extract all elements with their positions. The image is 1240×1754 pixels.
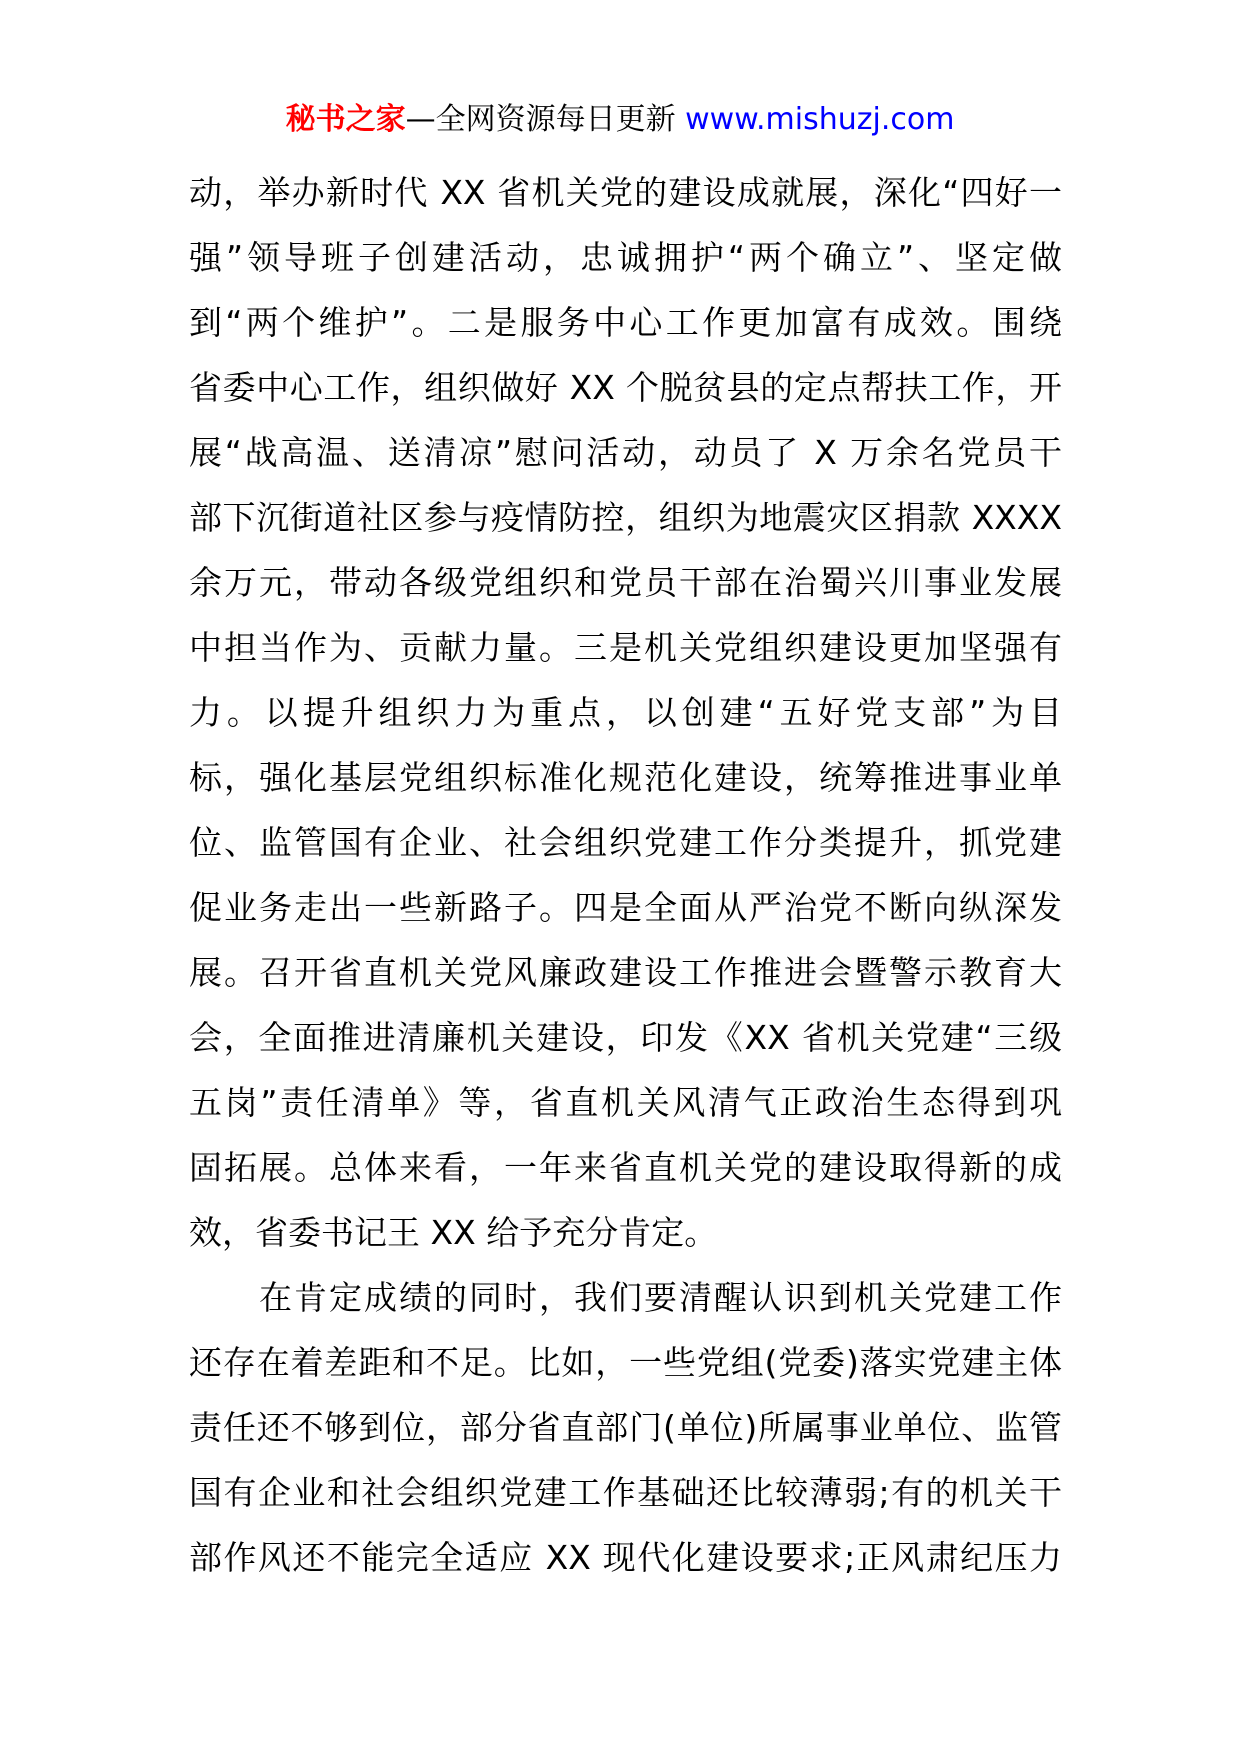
site-url[interactable]: www.mishuzj.com — [685, 102, 955, 137]
text-line: 展。召开省直机关党风廉政建设工作推进会暨警示教育大 — [189, 953, 1062, 992]
text-line: 动，举办新时代 XX 省机关党的建设成就展，深化“四好一 — [189, 173, 1062, 212]
text-line: 省委中心工作，组织做好 XX 个脱贫县的定点帮扶工作，开 — [189, 368, 1062, 407]
text-line: 位、监管国有企业、社会组织党建工作分类提升，抓党建 — [189, 823, 1062, 862]
header-tagline: —全网资源每日更新 — [405, 102, 676, 137]
text-line: 余万元，带动各级党组织和党员干部在治蜀兴川事业发展 — [189, 563, 1062, 602]
text-line: 责任还不够到位，部分省直部门(单位)所属事业单位、监管 — [189, 1408, 1062, 1447]
text-line: 标，强化基层党组织标准化规范化建设，统筹推进事业单 — [189, 758, 1062, 797]
text-line: 会，全面推进清廉机关建设，印发《XX 省机关党建“三级 — [189, 1018, 1062, 1057]
text-line: 效，省委书记王 XX 给予充分肯定。 — [189, 1213, 718, 1252]
text-line: 在肯定成绩的同时，我们要清醒认识到机关党建工作 — [189, 1278, 1062, 1317]
paragraph-2 — [189, 1265, 1062, 1590]
text-line: 部作风还不能完全适应 XX 现代化建设要求;正风肃纪压力 — [189, 1538, 1062, 1577]
text-line: 力。以提升组织力为重点，以创建“五好党支部”为目 — [189, 693, 1062, 732]
text-line: 固拓展。总体来看，一年来省直机关党的建设取得新的成 — [189, 1148, 1062, 1187]
text-line: 强”领导班子创建活动，忠诚拥护“两个确立”、坚定做 — [189, 238, 1062, 277]
document-body — [189, 160, 1062, 1590]
text-line: 部下沉街道社区参与疫情防控，组织为地震灾区捐款 XXXX — [189, 498, 1062, 537]
text-line: 中担当作为、贡献力量。三是机关党组织建设更加坚强有 — [189, 628, 1062, 667]
text-line: 展“战高温、送清凉”慰问活动，动员了 X 万余名党员干 — [189, 433, 1062, 472]
paragraph-1 — [189, 160, 1062, 1265]
text-line: 国有企业和社会组织党建工作基础还比较薄弱;有的机关干 — [189, 1473, 1062, 1512]
text-line: 促业务走出一些新路子。四是全面从严治党不断向纵深发 — [189, 888, 1062, 927]
text-line: 到“两个维护”。二是服务中心工作更加富有成效。围绕 — [189, 303, 1062, 342]
brand-name: 秘书之家 — [285, 102, 406, 137]
site-header — [0, 100, 1240, 140]
text-line: 五岗”责任清单》等，省直机关风清气正政治生态得到巩 — [189, 1083, 1062, 1122]
text-line: 还存在着差距和不足。比如，一些党组(党委)落实党建主体 — [189, 1343, 1062, 1382]
